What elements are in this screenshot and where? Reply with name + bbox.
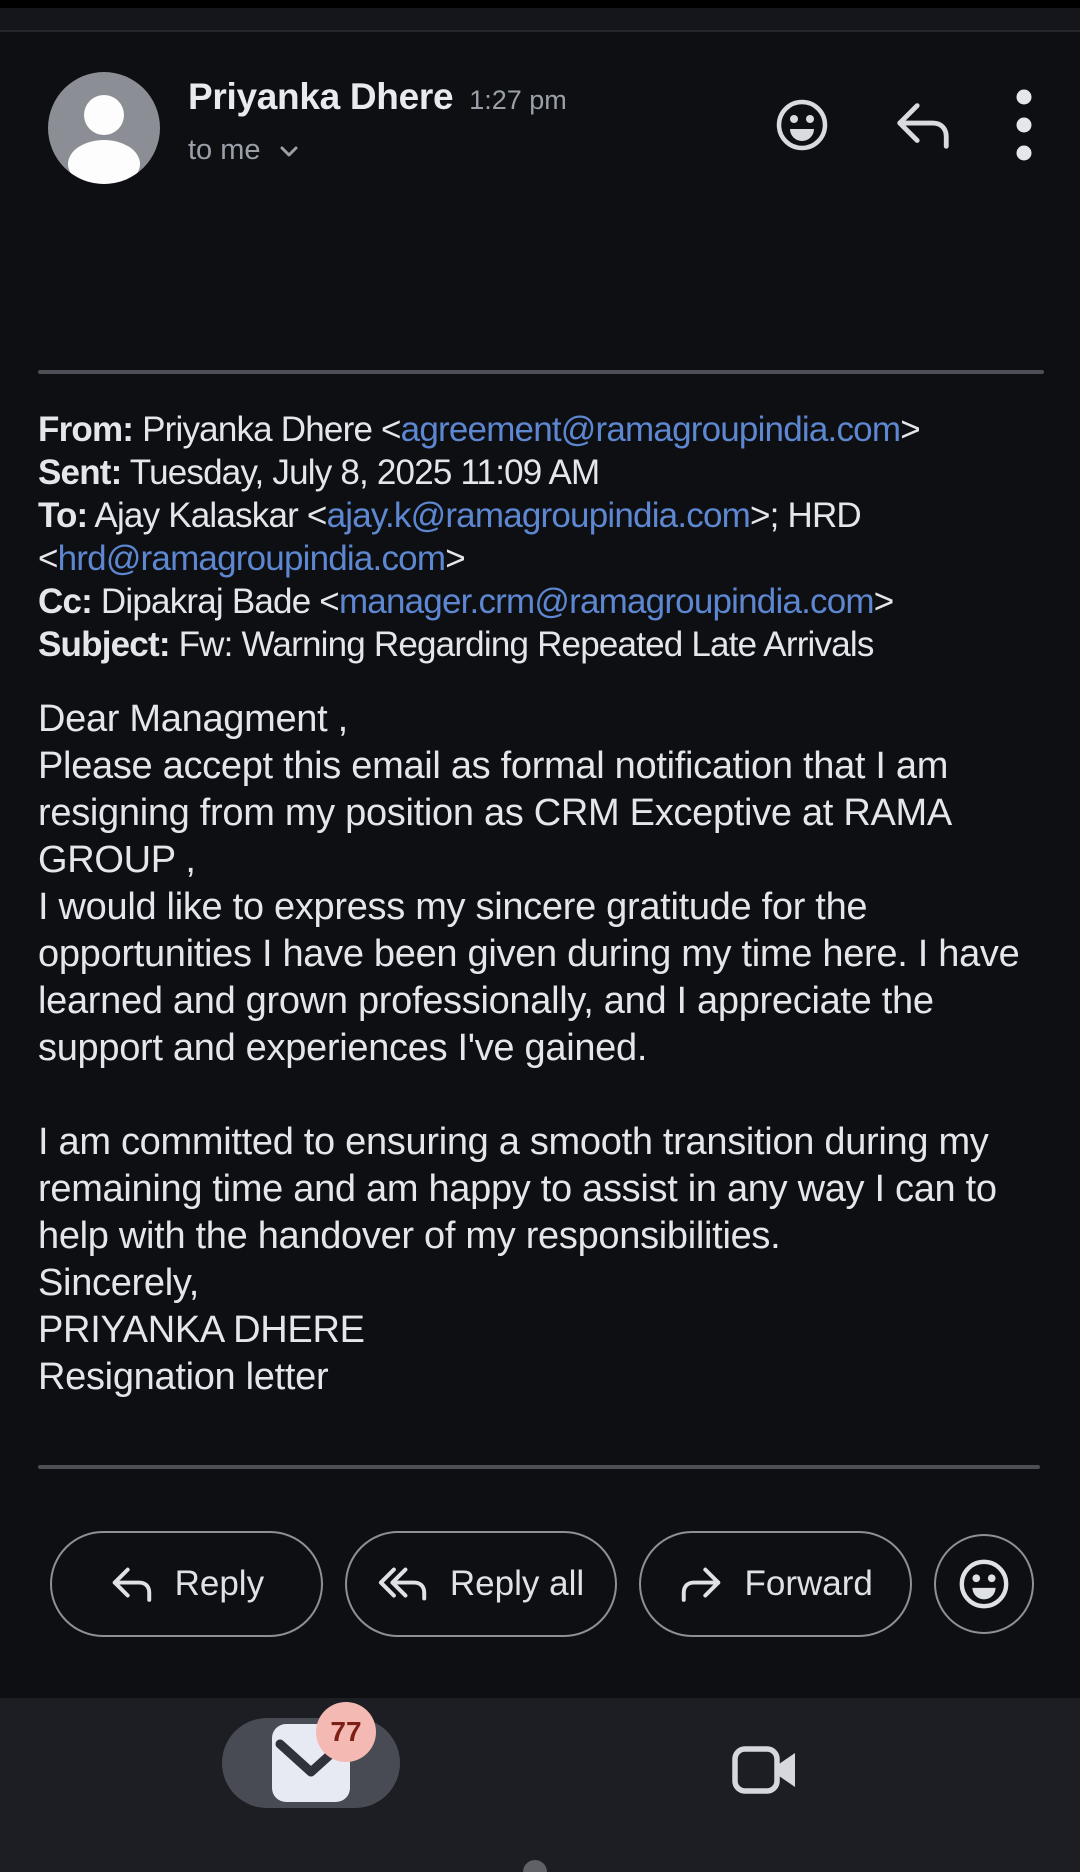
more-options-button[interactable]: [1016, 88, 1032, 162]
unread-count-badge: 77: [316, 1702, 376, 1762]
sent-time: 1:27 pm: [469, 85, 567, 115]
emoji-icon: [957, 1557, 1011, 1611]
sender-block: [188, 72, 567, 167]
to-email-link-2[interactable]: hrd@ramagroupindia.com: [57, 539, 446, 578]
body-paragraph: Dear Managment ,: [38, 698, 348, 740]
forward-icon: [678, 1563, 724, 1605]
sent-label: Sent:: [38, 453, 122, 492]
cc-email-link[interactable]: manager.crm@ramagroupindia.com: [338, 582, 874, 621]
video-camera-icon: [731, 1742, 799, 1798]
email-headers-quoted: [38, 408, 1044, 666]
reply-button[interactable]: [50, 1531, 323, 1637]
sent-line: Sent: Tuesday, July 8, 2025 11:09 AM: [38, 453, 600, 492]
mail-tab[interactable]: [222, 1718, 400, 1808]
body-paragraph: I would like to express my sincere gratitude for the opportunities I have been given during my time here. I have learned and grown professionally, and I appreciate the support and experiences I've gained.: [38, 886, 1020, 1069]
body-paragraph: Please accept this email as formal notification that I am resigning from my position as CRM Exceptive at RAMA GROUP ,: [38, 745, 950, 881]
reply-all-button[interactable]: [345, 1531, 618, 1637]
reply-all-icon: [378, 1563, 430, 1605]
cc-label: Cc:: [38, 582, 92, 621]
to-line: To: Ajay Kalaskar <ajay.k@ramagroupindia.com>; HRD <hrd@ramagroupindia.com>: [38, 496, 861, 578]
forward-button[interactable]: [639, 1531, 912, 1637]
person-icon: [48, 72, 160, 184]
avatar[interactable]: [48, 72, 160, 184]
reply-all-label: Reply all: [449, 1564, 585, 1603]
recipient-label: to me: [188, 134, 261, 166]
from-line: From: Priyanka Dhere <agreement@ramagroupindia.com>: [38, 410, 920, 449]
cc-line: Cc: Dipakraj Bade <manager.crm@ramagroupindia.com>: [38, 582, 894, 621]
recipient-toggle[interactable]: [188, 134, 567, 167]
body-paragraph: Resignation letter: [38, 1356, 329, 1398]
header-actions: [774, 72, 1032, 162]
emoji-icon: [774, 97, 830, 153]
emoji-react-button[interactable]: [934, 1534, 1034, 1634]
reply-actions: [50, 1531, 1034, 1637]
divider: [38, 370, 1044, 374]
reply-label: Reply: [174, 1564, 265, 1603]
message-header: [0, 32, 1080, 184]
bottom-nav: [0, 1698, 1080, 1872]
sender-name: Priyanka Dhere: [188, 76, 454, 117]
meet-tab[interactable]: [731, 1742, 799, 1803]
body-paragraph: PRIYANKA DHERE: [38, 1309, 365, 1351]
reply-icon: [892, 97, 954, 153]
reply-button-top[interactable]: [892, 97, 954, 153]
to-email-link[interactable]: ajay.k@ramagroupindia.com: [326, 496, 750, 535]
body-paragraph: I am committed to ensuring a smooth transition during my remaining time and am happy to assist in any way I can to help with the handover of my responsibilities.: [38, 1121, 997, 1257]
to-label: To:: [38, 496, 88, 535]
subject-line: Subject: Fw: Warning Regarding Repeated Late Arrivals: [38, 625, 874, 664]
from-email-link[interactable]: agreement@ramagroupindia.com: [400, 410, 901, 449]
reply-icon: [109, 1563, 155, 1605]
three-dot-menu-icon: [1016, 88, 1032, 162]
status-bar: [0, 0, 1080, 32]
home-indicator: [523, 1860, 547, 1872]
divider: [38, 1465, 1040, 1469]
from-label: From:: [38, 410, 134, 449]
subject-label: Subject:: [38, 625, 170, 664]
forward-label: Forward: [744, 1564, 873, 1603]
body-paragraph: Sincerely,: [38, 1262, 200, 1304]
emoji-reaction-button[interactable]: [774, 97, 830, 153]
email-body: [38, 696, 1046, 1401]
chevron-down-icon: [275, 138, 303, 164]
